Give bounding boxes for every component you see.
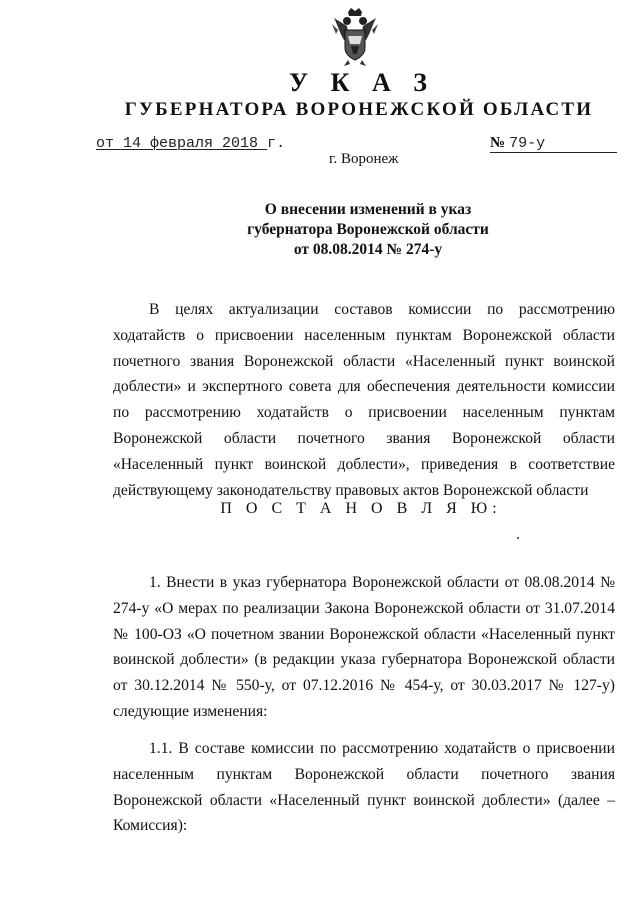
document-subtitle: ГУБЕРНАТОРА ВОРОНЕЖСКОЙ ОБЛАСТИ: [124, 99, 594, 120]
number-value: 79-у: [509, 135, 546, 152]
subject-line-3: от 08.08.2014 № 274-у: [293, 241, 443, 258]
number-underline: [490, 152, 617, 153]
document-number: [490, 135, 617, 152]
decree-heading: П О С Т А Н О В Л Я Ю:: [220, 500, 502, 517]
clause-1-1-paragraph: 1.1. В составе комиссии по рассмотрению ходатайств о присвоении населенным пунктам Воронежской области почетного звания Воронежской области «Населенный пункт воинской доблести» (далее – Комиссия):: [113, 740, 615, 835]
date-value: 14 февраля 2018: [123, 135, 259, 152]
clause-1-paragraph: 1. Внести в указ губернатора Воронежской области от 08.08.2014 № 274-у «О мерах по реализации Закона Воронежской области от 31.07.2014 № 100-ОЗ «О почетном звании Воронежской области «Населенный пункт воинской доблести» (в редакции указа губернатора Воронежской области от 30.12.2014 № 550-у, от 07.12.2016 № 454-у, от 30.03.2017 № 127-у) следующие изменения:: [113, 574, 615, 720]
city: г. Воронеж: [329, 151, 399, 167]
issue-date: [96, 135, 285, 152]
subject-line-1: О внесении изменений в указ: [264, 201, 472, 218]
number-label: №: [490, 135, 506, 151]
coat-of-arms-emblem: [330, 8, 380, 68]
subject-line-2: губернатора Воронежской области: [247, 221, 489, 238]
preamble-paragraph: В целях актуализации составов комиссии по рассмотрению ходатайств о присвоении населенным пунктам Воронежской области почетного звания Воронежской области «Населенный пункт воинской доблести» и экспертного совета для обеспечения деятельности комиссии по рассмотрению ходатайств о присвоении населенным пунктам Воронежской области почетного звания Воронежской области «Населенный пункт воинской доблести», приведения в соответствие действующему законодательству правовых актов Воронежской области: [113, 301, 615, 499]
document-subject: [0, 200, 640, 260]
document-title: У К А З: [289, 68, 435, 97]
date-suffix: г.: [267, 135, 286, 152]
scan-speck: [517, 537, 519, 539]
date-prefix: от: [96, 135, 115, 152]
